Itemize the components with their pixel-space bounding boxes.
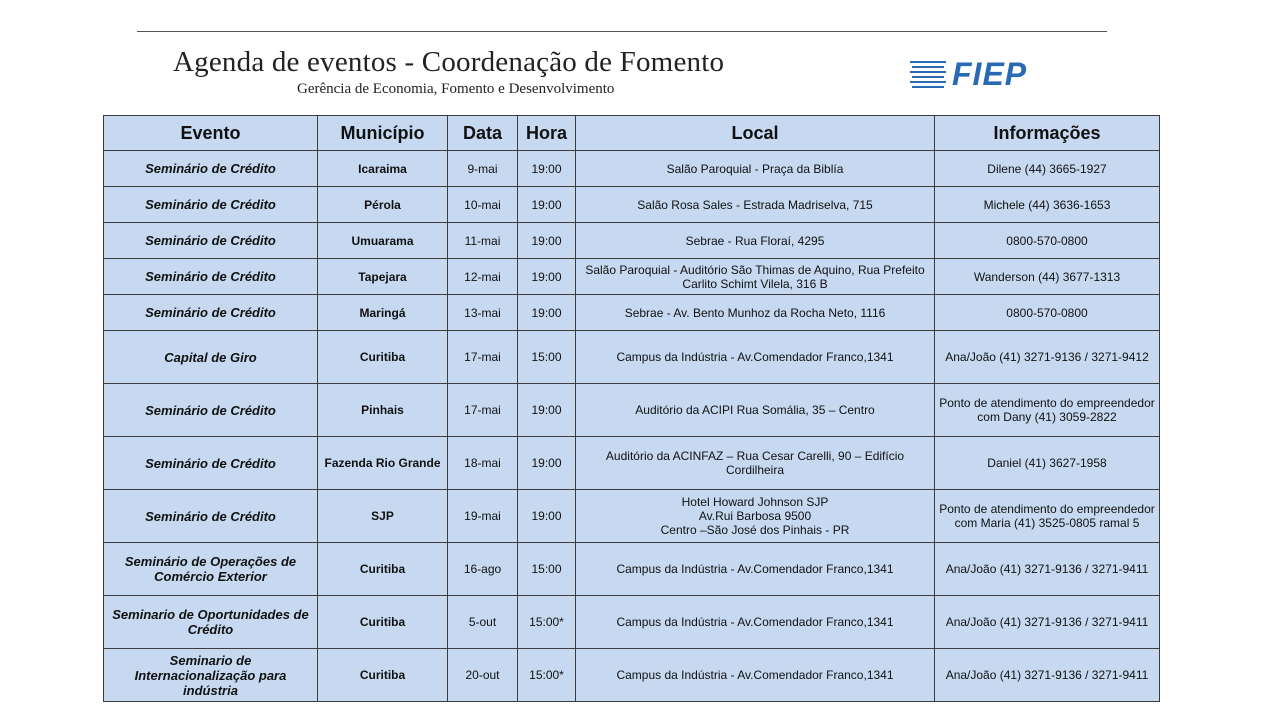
cell-municipio: Pérola	[318, 187, 448, 223]
table-row	[104, 223, 1160, 259]
cell-local: Campus da Indústria - Av.Comendador Franco,1341	[576, 331, 935, 384]
top-divider	[137, 31, 1107, 32]
cell-data: 17-mai	[448, 384, 518, 437]
table-row	[104, 295, 1160, 331]
cell-local: Auditório da ACINFAZ – Rua Cesar Carelli, 90 – Edifício Cordilheira	[576, 437, 935, 490]
cell-evento: Seminario de Internacionalização para indústria	[104, 649, 318, 702]
cell-evento: Seminário de Crédito	[104, 490, 318, 543]
cell-informacoes: Ana/João (41) 3271-9136 / 3271-9411	[935, 596, 1160, 649]
cell-data: 17-mai	[448, 331, 518, 384]
cell-municipio: Curitiba	[318, 649, 448, 702]
cell-municipio: Maringá	[318, 295, 448, 331]
cell-municipio: Curitiba	[318, 596, 448, 649]
cell-municipio: SJP	[318, 490, 448, 543]
cell-data: 18-mai	[448, 437, 518, 490]
cell-hora: 19:00	[518, 187, 576, 223]
cell-hora: 19:00	[518, 223, 576, 259]
cell-local: Salão Paroquial - Praça da Biblía	[576, 151, 935, 187]
cell-data: 20-out	[448, 649, 518, 702]
table-row	[104, 437, 1160, 490]
column-header-municipio: Município	[318, 116, 448, 151]
cell-hora: 19:00	[518, 490, 576, 543]
cell-evento: Seminário de Operações de Comércio Exterior	[104, 543, 318, 596]
cell-local: Salão Rosa Sales - Estrada Madriselva, 715	[576, 187, 935, 223]
table-row	[104, 331, 1160, 384]
column-header-local: Local	[576, 116, 935, 151]
cell-data: 5-out	[448, 596, 518, 649]
cell-evento: Seminário de Crédito	[104, 187, 318, 223]
cell-informacoes: Wanderson (44) 3677-1313	[935, 259, 1160, 295]
table-row	[104, 187, 1160, 223]
cell-informacoes: Ana/João (41) 3271-9136 / 3271-9411	[935, 649, 1160, 702]
cell-municipio: Fazenda Rio Grande	[318, 437, 448, 490]
cell-hora: 15:00	[518, 543, 576, 596]
cell-municipio: Pinhais	[318, 384, 448, 437]
cell-local: Campus da Indústria - Av.Comendador Franco,1341	[576, 596, 935, 649]
cell-data: 11-mai	[448, 223, 518, 259]
cell-local: Sebrae - Rua Floraí, 4295	[576, 223, 935, 259]
cell-evento: Seminário de Crédito	[104, 384, 318, 437]
cell-informacoes: Ponto de atendimento do empreendedor com Dany (41) 3059-2822	[935, 384, 1160, 437]
column-header-hora: Hora	[518, 116, 576, 151]
cell-informacoes: Ana/João (41) 3271-9136 / 3271-9412	[935, 331, 1160, 384]
table-row	[104, 384, 1160, 437]
cell-hora: 19:00	[518, 151, 576, 187]
cell-evento: Seminário de Crédito	[104, 295, 318, 331]
cell-informacoes: Daniel (41) 3627-1958	[935, 437, 1160, 490]
column-header-data: Data	[448, 116, 518, 151]
cell-hora: 19:00	[518, 384, 576, 437]
cell-data: 19-mai	[448, 490, 518, 543]
column-header-evento: Evento	[104, 116, 318, 151]
cell-informacoes: Michele (44) 3636-1653	[935, 187, 1160, 223]
cell-municipio: Umuarama	[318, 223, 448, 259]
cell-informacoes: Ponto de atendimento do empreendedor com Maria (41) 3525-0805 ramal 5	[935, 490, 1160, 543]
cell-municipio: Icaraima	[318, 151, 448, 187]
cell-informacoes: Ana/João (41) 3271-9136 / 3271-9411	[935, 543, 1160, 596]
cell-hora: 19:00	[518, 259, 576, 295]
cell-data: 12-mai	[448, 259, 518, 295]
table-header-row	[104, 116, 1160, 151]
table-row	[104, 259, 1160, 295]
page-title: Agenda de eventos - Coordenação de Fomento	[173, 46, 725, 78]
cell-local: Hotel Howard Johnson SJP Av.Rui Barbosa 9500 Centro –São José dos Pinhais - PR	[576, 490, 935, 543]
table-row	[104, 151, 1160, 187]
cell-evento: Seminário de Crédito	[104, 259, 318, 295]
cell-local: Campus da Indústria - Av.Comendador Franco,1341	[576, 543, 935, 596]
column-header-informacoes: Informações	[935, 116, 1160, 151]
cell-evento: Seminário de Crédito	[104, 151, 318, 187]
table-row	[104, 543, 1160, 596]
cell-evento: Seminário de Crédito	[104, 223, 318, 259]
table-row	[104, 649, 1160, 702]
cell-local: Auditório da ACIPI Rua Somália, 35 – Centro	[576, 384, 935, 437]
cell-local: Sebrae - Av. Bento Munhoz da Rocha Neto, 1116	[576, 295, 935, 331]
cell-municipio: Curitiba	[318, 543, 448, 596]
fiep-logo	[910, 57, 1090, 91]
cell-hora: 15:00	[518, 331, 576, 384]
page-subtitle: Gerência de Economia, Fomento e Desenvolvimento	[297, 81, 615, 97]
cell-local: Salão Paroquial - Auditório São Thimas de Aquino, Rua Prefeito Carlito Schimt Vilela, 316 B	[576, 259, 935, 295]
cell-informacoes: 0800-570-0800	[935, 223, 1160, 259]
table-row	[104, 596, 1160, 649]
events-table	[103, 115, 1160, 702]
cell-municipio: Curitiba	[318, 331, 448, 384]
cell-evento: Capital de Giro	[104, 331, 318, 384]
cell-hora: 15:00*	[518, 649, 576, 702]
cell-evento: Seminario de Oportunidades de Crédito	[104, 596, 318, 649]
cell-municipio: Tapejara	[318, 259, 448, 295]
logo-wordmark: FIEP	[952, 56, 1028, 92]
cell-data: 9-mai	[448, 151, 518, 187]
table-row	[104, 490, 1160, 543]
cell-hora: 19:00	[518, 437, 576, 490]
cell-local: Campus da Indústria - Av.Comendador Franco,1341	[576, 649, 935, 702]
cell-informacoes: Dilene (44) 3665-1927	[935, 151, 1160, 187]
cell-informacoes: 0800-570-0800	[935, 295, 1160, 331]
cell-data: 13-mai	[448, 295, 518, 331]
cell-hora: 15:00*	[518, 596, 576, 649]
cell-data: 10-mai	[448, 187, 518, 223]
fiep-emblem-icon	[910, 58, 946, 90]
cell-data: 16-ago	[448, 543, 518, 596]
cell-hora: 19:00	[518, 295, 576, 331]
cell-evento: Seminário de Crédito	[104, 437, 318, 490]
